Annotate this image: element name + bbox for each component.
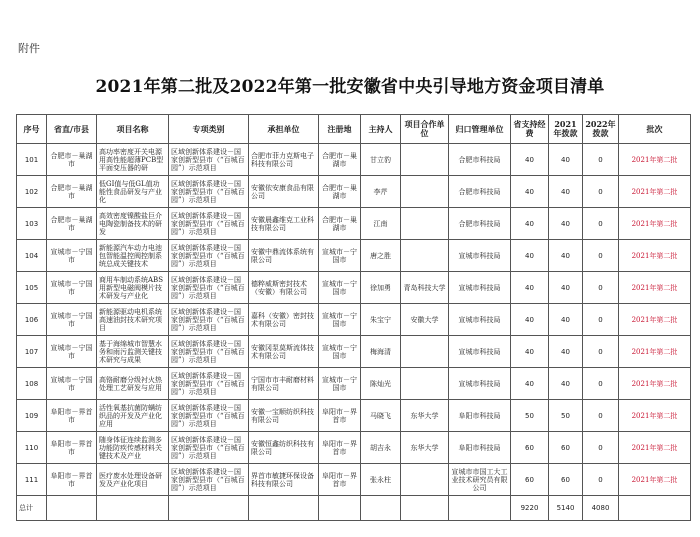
cell-reg: 宣城市－宁国市 [319,368,361,400]
table-row [17,464,691,496]
cell-2022: 0 [583,368,619,400]
attachment-label: 附件 [18,42,40,55]
header-project: 项目名称 [97,115,169,144]
cell-region: 合肥市－巢湖市 [47,176,97,208]
header-leader: 主持人 [361,115,401,144]
cell-leader: 马晓飞 [361,400,401,432]
cell-mgmt: 阜阳市科技局 [449,432,511,464]
cell-batch: 2021年第二批 [619,240,691,272]
cell-2021: 40 [549,304,583,336]
table-row [17,400,691,432]
table-row [17,368,691,400]
cell-mgmt: 宣城市科技局 [449,304,511,336]
cell-reg: 合肥市－巢湖市 [319,176,361,208]
total-2021: 5140 [549,496,583,521]
cell-category: 区域创新体系建设－国家创新型县市（“百城百园”）示范项目 [169,432,249,464]
cell-mgmt: 合肥市科技局 [449,176,511,208]
header-2022: 2022年拨款 [583,115,619,144]
cell-unit: 安徽恒鑫纺织科技有限公司 [249,432,319,464]
cell-unit: 安徽冈泵莫斯流体技术有限公司 [249,336,319,368]
cell-category: 区域创新体系建设－国家创新型县市（“百城百园”）示范项目 [169,272,249,304]
cell-batch: 2021年第二批 [619,304,691,336]
cell-partner [401,240,449,272]
cell-funds: 50 [511,400,549,432]
table-row [17,240,691,272]
cell-no: 111 [17,464,47,496]
project-table [16,114,691,521]
cell-batch: 2021年第二批 [619,464,691,496]
cell-category: 区域创新体系建设－国家创新型县市（“百城百园”）示范项目 [169,464,249,496]
cell-project: 高效密度镍酸盐巨介电陶瓷制备技术的研发 [97,208,169,240]
cell-category: 区域创新体系建设－国家创新型县市（“百城百园”）示范项目 [169,304,249,336]
cell-funds: 40 [511,144,549,176]
cell-project: 新能源驱动电机系统高速油封技术研究项目 [97,304,169,336]
cell-project: 基于海绵城市智慧水务和雨污监测关键技术研究与成果 [97,336,169,368]
cell-2022: 0 [583,304,619,336]
cell-batch: 2021年第二批 [619,208,691,240]
cell-mgmt: 宣城市科技局 [449,368,511,400]
cell-leader: 胡吉永 [361,432,401,464]
cell-2022: 0 [583,432,619,464]
table-row [17,208,691,240]
cell-mgmt: 宣城市科技局 [449,240,511,272]
table-header-row [17,115,691,144]
cell-2021: 40 [549,240,583,272]
cell-project: 新能源汽车动力电池包智能温控阀控制系统总成关键技术 [97,240,169,272]
cell-reg: 阜阳市－界首市 [319,432,361,464]
cell-2021: 40 [549,336,583,368]
cell-leader: 张永柱 [361,464,401,496]
cell-batch: 2021年第二批 [619,368,691,400]
header-category: 专项类别 [169,115,249,144]
cell-mgmt: 合肥市科技局 [449,144,511,176]
cell-no: 101 [17,144,47,176]
cell-reg: 宣城市－宁国市 [319,272,361,304]
cell-partner [401,336,449,368]
table-row [17,336,691,368]
cell-mgmt: 合肥市科技局 [449,208,511,240]
cell-mgmt: 宣城市科技局 [449,272,511,304]
cell-region: 宣城市－宁国市 [47,368,97,400]
cell-partner: 东华大学 [401,432,449,464]
cell-batch: 2021年第二批 [619,336,691,368]
cell-funds: 60 [511,464,549,496]
cell-leader: 徐加勇 [361,272,401,304]
cell-region: 阜阳市－界首市 [47,432,97,464]
table-row [17,176,691,208]
cell-category: 区域创新体系建设－国家创新型县市（“百城百园”）示范项目 [169,240,249,272]
cell-partner: 东华大学 [401,400,449,432]
cell-2022: 0 [583,336,619,368]
table-row [17,272,691,304]
cell-2022: 0 [583,144,619,176]
cell-region: 宣城市－宁国市 [47,304,97,336]
header-no: 序号 [17,115,47,144]
cell-no: 103 [17,208,47,240]
cell-mgmt: 宣城市市国工大工业技术研究员有限公司 [449,464,511,496]
cell-region: 阜阳市－界首市 [47,464,97,496]
cell-category: 区域创新体系建设－国家创新型县市（“百城百园”）示范项目 [169,176,249,208]
cell-no: 110 [17,432,47,464]
cell-2021: 60 [549,464,583,496]
cell-mgmt: 宣城市科技局 [449,336,511,368]
cell-funds: 40 [511,208,549,240]
cell-project: 高铬耐磨分级衬火热处理工艺研发与应用 [97,368,169,400]
cell-reg: 阜阳市－界首市 [319,400,361,432]
cell-partner: 安徽大学 [401,304,449,336]
table-row [17,144,691,176]
document-title: 2021年第二批及2022年第一批安徽省中央引导地方资金项目清单 [95,77,605,97]
cell-2022: 0 [583,240,619,272]
cell-batch: 2021年第二批 [619,400,691,432]
cell-region: 合肥市－巢湖市 [47,208,97,240]
header-region: 省直/市县 [47,115,97,144]
cell-unit: 嘉科（安徽）密封技术有限公司 [249,304,319,336]
cell-partner [401,464,449,496]
cell-reg: 合肥市－巢湖市 [319,144,361,176]
cell-reg: 宣城市－宁国市 [319,304,361,336]
cell-project: 医疗废水处理设备研发及产业化项目 [97,464,169,496]
cell-2022: 0 [583,272,619,304]
cell-2022: 0 [583,400,619,432]
cell-project: 活性氧基抗菌防螨纺织品的开发及产业化应用 [97,400,169,432]
cell-batch: 2021年第二批 [619,272,691,304]
cell-2021: 40 [549,368,583,400]
cell-unit: 德粹威斯密封技术（安徽）有限公司 [249,272,319,304]
cell-unit: 安徽晨鑫维克工业科技有限公司 [249,208,319,240]
cell-funds: 40 [511,240,549,272]
cell-unit: 宁国市市丰耐磨材料有限公司 [249,368,319,400]
cell-category: 区域创新体系建设－国家创新型县市（“百城百园”）示范项目 [169,144,249,176]
total-funds: 9220 [511,496,549,521]
header-unit: 承担单位 [249,115,319,144]
cell-batch: 2021年第二批 [619,432,691,464]
total-row [17,496,691,521]
cell-leader: 朱宝宁 [361,304,401,336]
cell-no: 106 [17,304,47,336]
cell-2022: 0 [583,176,619,208]
header-mgmt: 归口管理单位 [449,115,511,144]
header-2021: 2021年拨款 [549,115,583,144]
cell-2021: 40 [549,144,583,176]
cell-partner [401,144,449,176]
table-row [17,432,691,464]
cell-no: 107 [17,336,47,368]
total-label: 总计 [17,496,47,521]
cell-reg: 宣城市－宁国市 [319,336,361,368]
cell-leader: 陈灿光 [361,368,401,400]
cell-category: 区域创新体系建设－国家创新型县市（“百城百园”）示范项目 [169,400,249,432]
cell-reg: 阜阳市－界首市 [319,464,361,496]
cell-no: 105 [17,272,47,304]
cell-partner: 青岛科技大学 [401,272,449,304]
cell-funds: 40 [511,272,549,304]
cell-partner [401,368,449,400]
cell-no: 108 [17,368,47,400]
cell-batch: 2021年第二批 [619,176,691,208]
table-row [17,304,691,336]
cell-2021: 40 [549,208,583,240]
cell-2022: 0 [583,464,619,496]
cell-unit: 安徽一宝顺纺织科技有限公司 [249,400,319,432]
cell-project: 商用车制动系统ABS用新型电磁阀模片技术研发与产业化 [97,272,169,304]
cell-partner [401,208,449,240]
header-partner: 项目合作单位 [401,115,449,144]
cell-leader: 江南 [361,208,401,240]
cell-funds: 40 [511,304,549,336]
cell-2022: 0 [583,208,619,240]
cell-no: 104 [17,240,47,272]
cell-partner [401,176,449,208]
cell-funds: 40 [511,176,549,208]
header-funds: 省支持经费 [511,115,549,144]
cell-project: 高功率密度开关电源用高性能超薄PCB型平面变压器的研 [97,144,169,176]
cell-leader: 甘立豹 [361,144,401,176]
cell-region: 宣城市－宁国市 [47,272,97,304]
cell-mgmt: 阜阳市科技局 [449,400,511,432]
header-batch: 批次 [619,115,691,144]
cell-project: 低GI值与低GL值功能性食品研发与产业化 [97,176,169,208]
cell-region: 宣城市－宁国市 [47,336,97,368]
cell-leader: 李芹 [361,176,401,208]
cell-2021: 40 [549,272,583,304]
cell-reg: 合肥市－巢湖市 [319,208,361,240]
cell-region: 宣城市－宁国市 [47,240,97,272]
cell-unit: 安徽中鼎流体系统有限公司 [249,240,319,272]
cell-unit: 合肥市菲力克斯电子科技有限公司 [249,144,319,176]
cell-2021: 60 [549,432,583,464]
cell-category: 区域创新体系建设－国家创新型县市（“百城百园”）示范项目 [169,336,249,368]
cell-leader: 唐之胜 [361,240,401,272]
cell-reg: 宣城市－宁国市 [319,240,361,272]
total-2022: 4080 [583,496,619,521]
cell-category: 区域创新体系建设－国家创新型县市（“百城百园”）示范项目 [169,368,249,400]
cell-category: 区域创新体系建设－国家创新型县市（“百城百园”）示范项目 [169,208,249,240]
cell-funds: 40 [511,368,549,400]
cell-funds: 60 [511,432,549,464]
header-reg: 注册地 [319,115,361,144]
cell-unit: 安徽依安康食品有限公司 [249,176,319,208]
cell-region: 阜阳市－界首市 [47,400,97,432]
cell-no: 102 [17,176,47,208]
cell-2021: 40 [549,176,583,208]
cell-funds: 40 [511,336,549,368]
cell-leader: 梅海清 [361,336,401,368]
cell-batch: 2021年第二批 [619,144,691,176]
cell-no: 109 [17,400,47,432]
cell-region: 合肥市－巢湖市 [47,144,97,176]
cell-unit: 界首市敏捷环保设备科技有限公司 [249,464,319,496]
cell-project: 随身体征连续监测多功能防疾传感材料关键技术及产业 [97,432,169,464]
cell-2021: 50 [549,400,583,432]
